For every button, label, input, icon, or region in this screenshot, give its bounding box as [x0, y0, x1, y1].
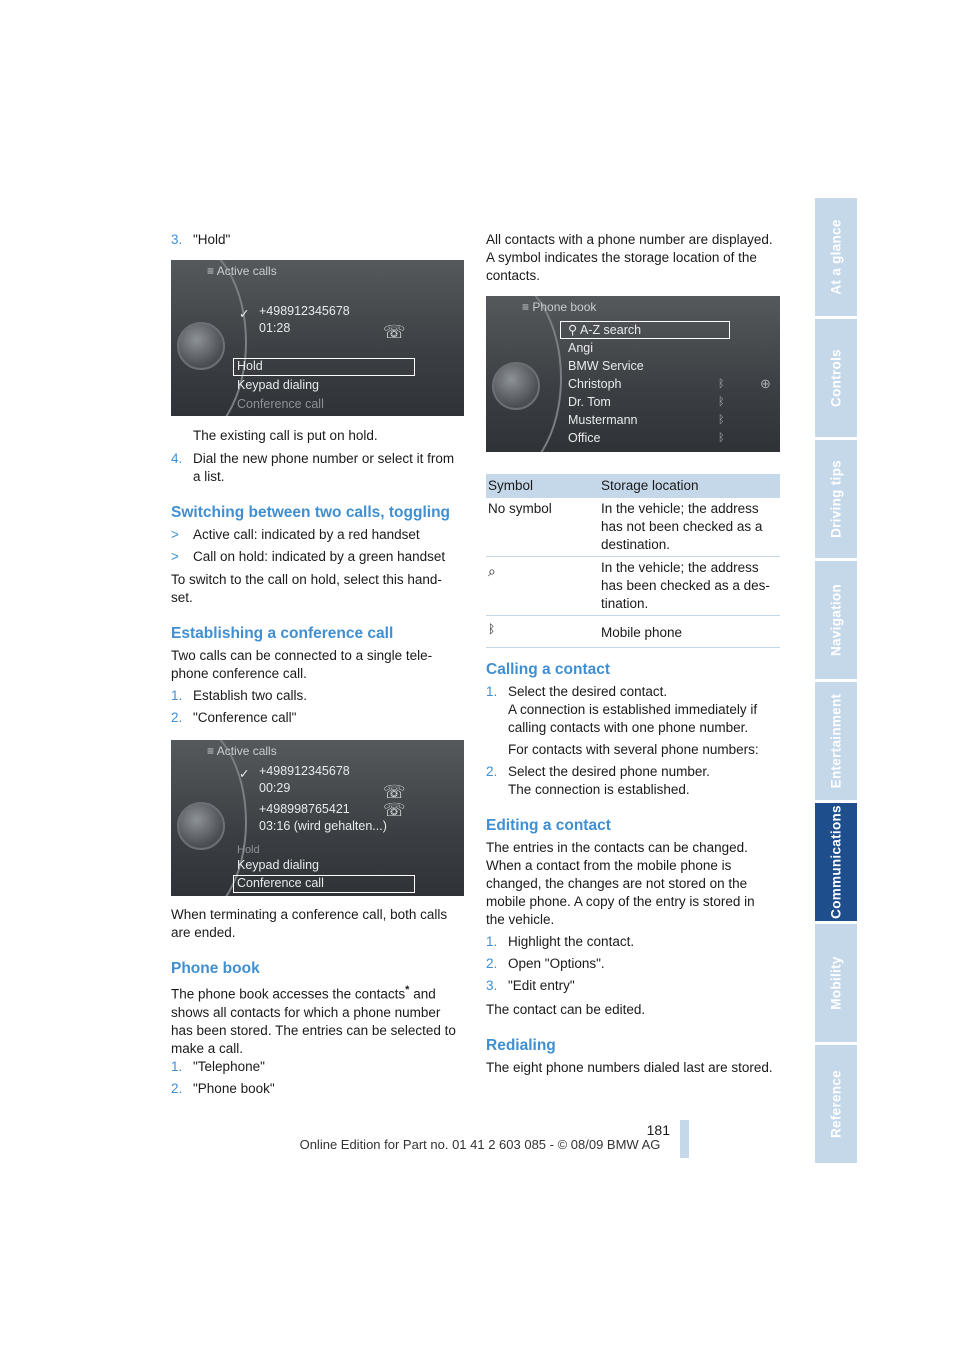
contact-item[interactable]: Christoph [568, 377, 622, 391]
page-number: 181 [646, 1122, 670, 1138]
contact-item[interactable]: Mustermann [568, 413, 638, 427]
step-4: 4. Dial the new phone number or select it from a list. [171, 451, 455, 484]
call-number-1: +498912345678 [259, 764, 350, 778]
phone-book-paragraph: The phone book accesses the contacts* and shows all contacts for which a phone number has been stored. The entries can be selected to make a call. [171, 984, 456, 1056]
tab-reference[interactable]: Reference [815, 1045, 857, 1163]
screen-title: ≡ Active calls [207, 744, 277, 758]
call-time-2: 03:16 (wird gehalten...) [259, 819, 387, 833]
option-conference[interactable]: Conference call [237, 876, 324, 890]
option-conference[interactable]: Conference call [237, 397, 324, 411]
contact-item[interactable]: Office [568, 431, 601, 445]
heading-redialing: Redialing [486, 1037, 556, 1054]
toggle-paragraph: To switch to the call on hold, select this hand- set. [171, 572, 442, 605]
controller-knob [177, 322, 225, 370]
mobile-phone-icon: ᛒ [718, 414, 725, 426]
phone-book-steps: 1. "Telephone" 2. "Phone book" [171, 1059, 275, 1096]
mobile-phone-icon: ᛒ [718, 396, 725, 408]
mobile-phone-icon: ᛒ [718, 432, 725, 444]
call-number-2: +498998765421 [259, 802, 350, 816]
heading-conference: Establishing a conference call [171, 625, 394, 642]
hold-note: The existing call is put on hold. [193, 428, 378, 443]
contact-item[interactable]: Angi [568, 341, 594, 355]
contacts-intro: All contacts with a phone number are displayed. A symbol indicates the storage location of the contacts. [486, 232, 773, 283]
heading-editing-contact: Editing a contact [486, 817, 611, 834]
controller-knob [492, 362, 540, 410]
end-paragraph: When terminating a conference call, both calls are ended. [171, 907, 448, 940]
toggle-bullets: > Active call: indicated by a red handset > Call on hold: indicated by a green handset [171, 527, 446, 564]
screen-title: ≡ Phone book [522, 300, 597, 314]
contact-item[interactable]: Dr. Tom [568, 395, 611, 409]
scroll-icon[interactable]: ⊕ [760, 376, 771, 391]
tab-controls[interactable]: Controls [815, 319, 857, 437]
mobile-phone-icon: ᛒ [488, 622, 496, 636]
phone-book-screenshot [486, 296, 780, 452]
heading-phone-book: Phone book [171, 960, 260, 977]
heading-toggling: Switching between two calls, toggling [171, 504, 451, 521]
editing-steps: 1. Highlight the contact. 2. Open "Options". 3. "Edit entry" [486, 934, 635, 993]
table-cell: No symbol [488, 501, 552, 516]
footer-text: Online Edition for Part no. 01 41 2 603 085 - © 08/09 BMW AG [299, 1137, 661, 1152]
tab-driving-tips[interactable]: Driving tips [815, 440, 857, 558]
tab-navigation[interactable]: Navigation [815, 561, 857, 679]
table-cell: In the vehicle; the address has been checked as a des- tination. [601, 560, 770, 611]
heading-calling-contact: Calling a contact [486, 661, 611, 678]
option-hold[interactable]: Hold [237, 844, 260, 856]
call-number: +498912345678 [259, 304, 350, 318]
table-cell: In the vehicle; the address has not been checked as a destination. [601, 501, 763, 552]
conference-steps: 1. Establish two calls. 2. "Conference call" [171, 688, 308, 725]
az-search-item[interactable]: ⚲ A-Z search [568, 323, 642, 337]
tab-communications[interactable]: Communications [815, 803, 857, 921]
controller-knob [177, 802, 225, 850]
option-keypad[interactable]: Keypad dialing [237, 858, 320, 872]
tab-at-a-glance[interactable]: At a glance [815, 198, 857, 316]
handset-icon: ☏ [383, 800, 406, 820]
handset-icon: ☏ [383, 322, 406, 342]
vehicle-destination-icon: ⌕ [488, 563, 496, 579]
redial-paragraph: The eight phone numbers dialed last are stored. [486, 1060, 773, 1075]
conference-screenshot: ≡ Active calls ✓ +498912345678 00:29 ☏ +498998765421 03:16 (wird gehalten...) ☏ Hold Keypad dialing Conference call [171, 740, 464, 896]
option-keypad[interactable]: Keypad dialing [237, 378, 320, 392]
call-time-1: 00:29 [259, 781, 291, 795]
handset-icon: ☏ [383, 782, 406, 802]
contact-item[interactable]: BMW Service [568, 359, 644, 373]
conference-paragraph: Two calls can be connected to a single tele- phone conference call. [171, 648, 433, 681]
editing-end: The contact can be edited. [486, 1002, 646, 1017]
column-symbol: Symbol [488, 478, 534, 493]
option-hold[interactable]: Hold [237, 359, 263, 373]
mobile-phone-icon: ᛒ [718, 378, 725, 390]
calling-steps: 1. Select the desired contact. A connection is established immediately if calling contacts with one phone number. For contacts with several phone numbers: 2. Select the desired phone number. The connection is established. [486, 684, 759, 797]
screen-title: ≡ Active calls [207, 264, 277, 278]
call-time: 01:28 [259, 321, 291, 335]
tab-entertainment[interactable]: Entertainment [815, 682, 857, 800]
step-3: 3. "Hold" [171, 232, 231, 247]
search-icon: ⚲ [568, 323, 578, 337]
chapter-tabs [815, 198, 857, 1166]
tab-mobility[interactable]: Mobility [815, 924, 857, 1042]
editing-paragraph: The entries in the contacts can be changed. When a contact from the mobile phone is changed, the changes are not stored on the mobile phone. A copy of the entry is stored in the vehicle. [486, 840, 755, 927]
column-storage: Storage location [601, 478, 699, 493]
active-calls-screenshot: ≡ Active calls ✓ +498912345678 01:28 ☏ Hold Keypad dialing Conference call [171, 260, 464, 416]
table-cell: Mobile phone [601, 625, 683, 640]
